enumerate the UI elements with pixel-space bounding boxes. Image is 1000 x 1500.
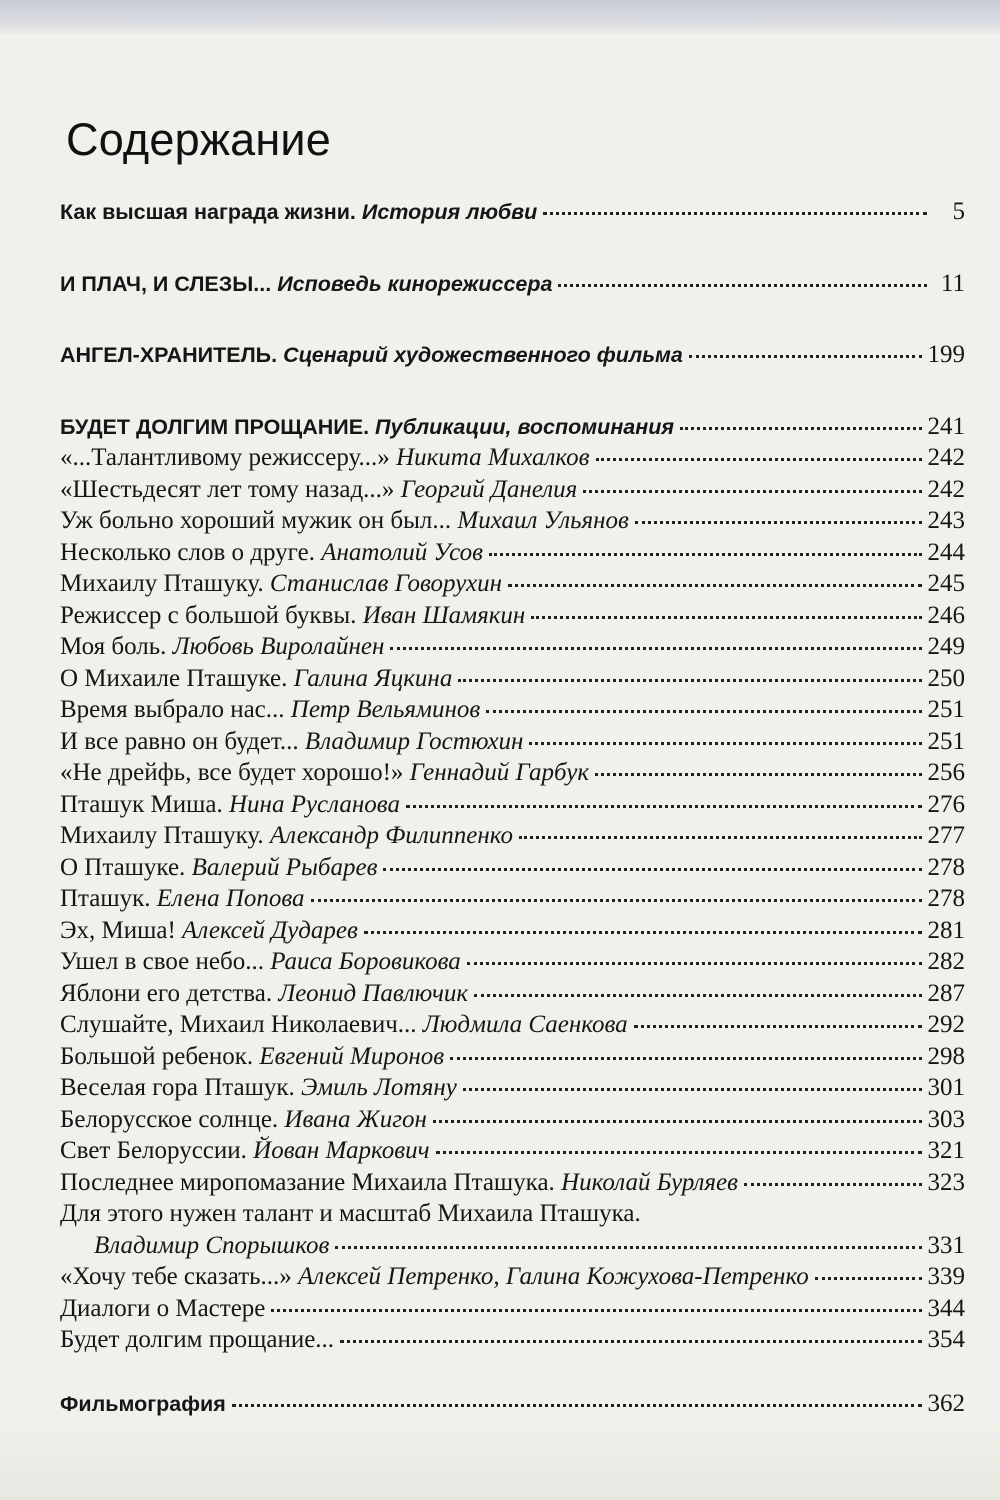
entry-author: Иван Шамякин (362, 601, 526, 629)
toc-entry (60, 631, 965, 663)
entry-title: Время выбрало нас... (60, 696, 285, 723)
leader-dots (583, 490, 921, 493)
entry-author: Раиса Боровикова (270, 948, 461, 975)
page-number: 303 (927, 1105, 965, 1133)
leader-dots (463, 1088, 922, 1091)
entry-author: Анатолий Усов (321, 538, 483, 566)
page-number: 339 (927, 1263, 965, 1290)
leader-dots (635, 521, 922, 524)
entry-title: Ушел в свое небо... (60, 948, 264, 975)
leader-dots (531, 616, 921, 619)
leader-dots (558, 284, 927, 287)
leader-dots (744, 1183, 922, 1186)
toc-entry (60, 757, 965, 789)
leader-dots (634, 1025, 922, 1028)
entry-title: Веселая гора Пташук. (60, 1074, 295, 1101)
entry-title: Моя боль. (60, 633, 167, 660)
entry-title: Михаилу Пташуку. (60, 570, 264, 597)
page-number: 199 (927, 341, 965, 368)
entry-author: Эмиль Лотяну (300, 1074, 457, 1101)
entry-author: Геннадий Гарбук (409, 759, 590, 786)
leader-dots (508, 584, 922, 587)
toc-tail-entries (60, 1261, 965, 1356)
page-title: Содержание (66, 114, 331, 166)
toc-entry (60, 1261, 965, 1293)
page-number: 331 (927, 1231, 965, 1259)
entry-title: Пташук Миша. (60, 790, 223, 818)
section-title: Как высшая награда жизни. (60, 200, 356, 224)
leader-dots (383, 868, 921, 871)
page-number: 362 (927, 1389, 965, 1417)
leader-dots (489, 553, 922, 556)
leader-dots (433, 1120, 922, 1123)
page-number: 241 (927, 412, 965, 440)
leader-dots (406, 805, 922, 808)
page-number: 281 (927, 916, 965, 944)
entry-author: Алексей Дударев (182, 916, 358, 944)
page-number: 243 (927, 507, 965, 534)
entry-author: Леонид Павлючик (278, 979, 469, 1007)
toc-entry (60, 978, 965, 1010)
toc-entry (60, 663, 965, 695)
leader-dots (815, 1277, 922, 1280)
entry-author: Владимир Гостюхин (304, 727, 524, 755)
leader-dots (467, 962, 922, 965)
page-number: 354 (927, 1326, 965, 1353)
entry-title: Михаилу Пташуку. (60, 822, 264, 849)
entry-author: Нина Русланова (228, 790, 400, 818)
page-bottom-shade (0, 1420, 1000, 1500)
entry-title: Эх, Миша! (60, 916, 176, 944)
entry-title: Свет Белоруссии. (60, 1137, 247, 1164)
toc-entry-line1: Для этого нужен талант и масштаб Михаила Пташука. (60, 1200, 641, 1227)
entry-author: Любовь Виролайнен (172, 633, 385, 660)
page-number: 278 (927, 853, 965, 881)
entry-title: Несколько слов о друге. (60, 538, 315, 566)
page-number: 323 (927, 1168, 965, 1196)
entry-author: Станислав Говорухин (269, 570, 502, 597)
entry-title: «...Талантливому режиссеру...» (60, 444, 390, 471)
leader-dots (232, 1404, 922, 1407)
toc-section (60, 196, 965, 228)
toc-entry (60, 600, 965, 632)
page-number: 244 (927, 538, 965, 566)
leader-dots (458, 679, 921, 682)
leader-dots (596, 458, 922, 461)
leader-dots (519, 836, 921, 839)
toc-entry (60, 1230, 965, 1262)
page-number: 251 (927, 696, 965, 723)
page-number: 321 (927, 1137, 965, 1164)
entry-author: Ивана Жигон (284, 1105, 427, 1133)
entry-title: «Не дрейфь, все будет хорошо!» (60, 759, 404, 786)
entry-title: Пташук. (60, 885, 151, 912)
toc-entry (60, 789, 965, 821)
leader-dots (271, 1309, 921, 1312)
toc-entry (60, 883, 965, 915)
page-number: 242 (927, 444, 965, 471)
page-edge-band (0, 0, 1000, 34)
section-title: И ПЛАЧ, И СЛЕЗЫ... (60, 271, 272, 296)
entry-author: Александр Филиппенко (269, 822, 514, 849)
toc-entry (60, 852, 965, 884)
section-title: БУДЕТ ДОЛГИМ ПРОЩАНИЕ. (60, 414, 370, 439)
entry-author: Людмила Саенкова (422, 1011, 628, 1038)
page-number: 256 (927, 759, 965, 786)
toc-entry (60, 726, 965, 758)
page-number: 246 (927, 601, 965, 629)
leader-dots (474, 994, 921, 997)
leader-dots (680, 427, 921, 430)
entry-title: Слушайте, Михаил Николаевич... (60, 1011, 417, 1038)
entry-title: Белорусское солнце. (60, 1105, 279, 1133)
entry-title: Последнее миропомазание Михаила Пташука. (60, 1168, 555, 1196)
entry-author: Михаил Ульянов (457, 507, 629, 534)
section-title: АНГЕЛ-ХРАНИТЕЛЬ. (60, 343, 278, 367)
page-number: 242 (927, 475, 965, 503)
leader-dots (390, 647, 921, 650)
toc-section (60, 268, 965, 300)
toc-entry (60, 505, 965, 537)
toc-entries (60, 442, 965, 1198)
page-number: 250 (927, 664, 965, 692)
entry-author: Йован Маркович (253, 1137, 430, 1164)
toc-entry (60, 820, 965, 852)
toc-entry (60, 537, 965, 569)
toc-section (60, 339, 965, 371)
leader-dots (340, 1340, 921, 1343)
leader-dots (436, 1151, 922, 1154)
section-subtitle: Сценарий художественного фильма (283, 343, 683, 367)
page-number: 278 (927, 885, 965, 912)
toc-filmography (60, 1388, 965, 1420)
leader-dots (450, 1057, 921, 1060)
page-number: 5 (952, 198, 965, 225)
entry-title: Будет долгим прощание... (60, 1326, 335, 1353)
leader-dots (529, 742, 921, 745)
page-number: 251 (927, 727, 965, 755)
entry-author: Валерий Рыбарев (191, 853, 378, 881)
toc-entry (60, 1041, 965, 1073)
page-number: 245 (927, 570, 965, 597)
page-number: 277 (927, 822, 965, 849)
page-number: 301 (927, 1074, 965, 1101)
leader-dots (311, 899, 922, 902)
page-number: 249 (927, 633, 965, 660)
entry-title: «Шестьдесят лет тому назад...» (60, 475, 395, 503)
toc-entry (60, 1135, 965, 1167)
toc-entry (60, 568, 965, 600)
leader-dots (543, 212, 927, 215)
page-number: 298 (927, 1042, 965, 1070)
entry-title: И все равно он будет... (60, 727, 299, 755)
toc-entry (60, 1324, 965, 1356)
page-number: 282 (927, 948, 965, 975)
entry-title: Диалоги о Мастере (60, 1294, 266, 1322)
page-number: 344 (927, 1294, 965, 1322)
entry-title: О Михаиле Пташуке. (60, 664, 288, 692)
leader-dots (486, 710, 921, 713)
entry-author: Евгений Миронов (259, 1042, 445, 1070)
section-subtitle: История любви (361, 200, 538, 224)
entry-author: Петр Вельяминов (290, 696, 481, 723)
leader-dots (595, 773, 921, 776)
entry-author: Елена Попова (156, 885, 305, 912)
entry-author: Владимир Спорышков (94, 1231, 330, 1259)
toc-entry (60, 1293, 965, 1325)
entry-author: Николай Бурляев (561, 1168, 738, 1196)
toc-entry (60, 694, 965, 726)
entry-title: Большой ребенок. (60, 1042, 254, 1070)
entry-author: Алексей Петренко, Галина Кожухова-Петренко (298, 1263, 809, 1290)
page-number: 287 (927, 979, 965, 1007)
page-number: 276 (927, 790, 965, 818)
section-title: Фильмография (60, 1391, 226, 1416)
toc-entry (60, 946, 965, 978)
leader-dots (364, 931, 922, 934)
toc-entry (60, 1072, 965, 1104)
leader-dots (335, 1246, 921, 1249)
toc-entry (60, 1167, 965, 1199)
entry-author: Георгий Данелия (400, 475, 578, 503)
entry-title: «Хочу тебе сказать...» (60, 1263, 292, 1290)
page-number: 11 (940, 269, 965, 297)
toc-entry (60, 442, 965, 474)
table-of-contents (60, 196, 965, 1419)
toc-entry (60, 915, 965, 947)
section-subtitle: Публикации, воспоминания (375, 414, 675, 439)
toc-section (60, 411, 965, 443)
toc-entry (60, 474, 965, 506)
entry-title: Режиссер с большой буквы. (60, 601, 357, 629)
entry-title: Яблони его детства. (60, 979, 273, 1007)
page-number: 292 (927, 1011, 965, 1038)
entry-title: О Пташуке. (60, 853, 186, 881)
entry-author: Никита Михалков (396, 444, 590, 471)
toc-entry (60, 1104, 965, 1136)
toc-entry (60, 1009, 965, 1041)
entry-title: Уж больно хороший мужик он был... (60, 507, 452, 534)
leader-dots (689, 355, 922, 358)
entry-author: Галина Яцкина (293, 664, 453, 692)
section-subtitle: Исповедь кинорежиссера (277, 271, 553, 296)
